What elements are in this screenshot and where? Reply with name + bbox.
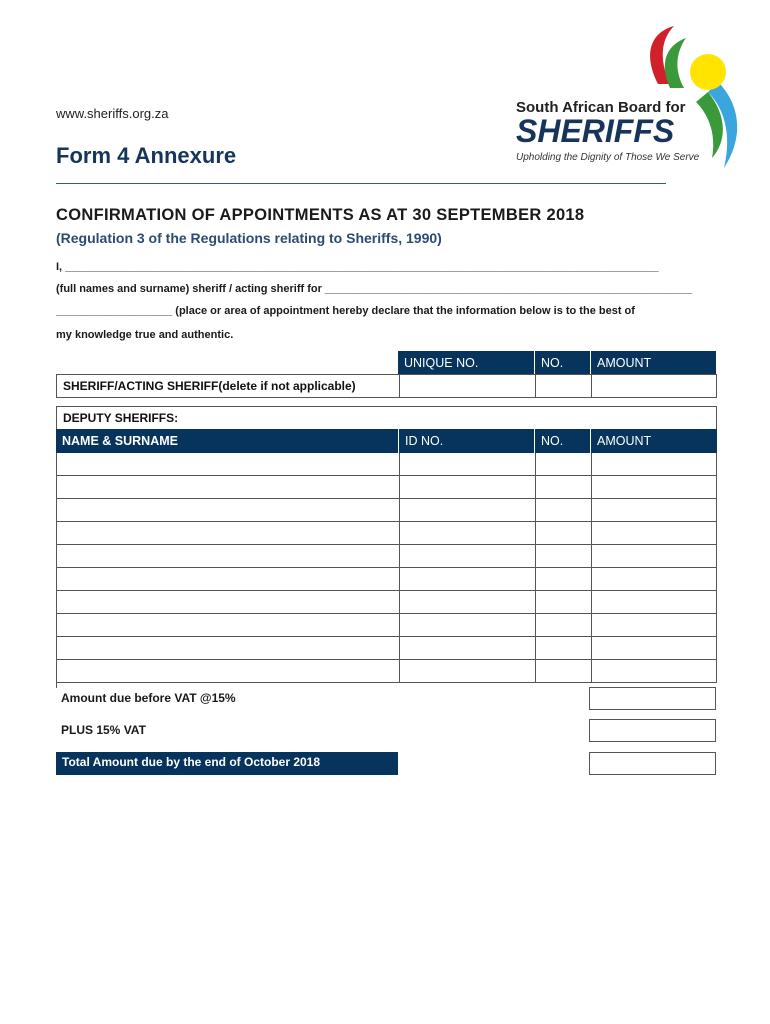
- amount-cell[interactable]: [591, 522, 718, 544]
- name-cell[interactable]: [57, 522, 399, 544]
- no-cell[interactable]: [535, 545, 591, 567]
- deputy-title-row: [56, 406, 717, 430]
- amount-cell[interactable]: [591, 637, 718, 659]
- vat-field[interactable]: [589, 719, 716, 742]
- logo-green-arc: [665, 38, 686, 88]
- table-row: [56, 591, 717, 614]
- declaration-line-1[interactable]: I, _________________________________________________________________________________________________: [56, 261, 659, 273]
- amount-cell[interactable]: [591, 545, 718, 567]
- sheriff-row: [56, 374, 717, 398]
- deputy-title: DEPUTY SHERIFFS:: [63, 411, 179, 425]
- page-subheading: (Regulation 3 of the Regulations relating to Sheriffs, 1990): [56, 230, 442, 246]
- amount-cell[interactable]: [591, 591, 718, 613]
- amount-before-vat-field[interactable]: [589, 687, 716, 710]
- table-row: [56, 637, 717, 660]
- id-no-cell[interactable]: [399, 522, 535, 544]
- name-cell[interactable]: [57, 591, 399, 613]
- amount-cell[interactable]: [591, 660, 718, 682]
- no-cell[interactable]: [535, 499, 591, 521]
- vat-label: PLUS 15% VAT: [61, 723, 146, 737]
- name-cell[interactable]: [57, 545, 399, 567]
- name-cell[interactable]: [57, 614, 399, 636]
- declaration-line-4: my knowledge true and authentic.: [56, 329, 234, 341]
- website-url: www.sheriffs.org.za: [56, 106, 169, 121]
- amount-cell[interactable]: [591, 614, 718, 636]
- amount-cell[interactable]: [591, 568, 718, 590]
- total-amount-field[interactable]: [589, 752, 716, 775]
- table-row: [56, 545, 717, 568]
- declaration-line-3[interactable]: ___________________ (place or area of appointment hereby declare that the information below is to the best of: [56, 305, 635, 317]
- id-no-cell[interactable]: [399, 568, 535, 590]
- name-cell[interactable]: [57, 660, 399, 682]
- id-no-cell[interactable]: [399, 545, 535, 567]
- header-no: NO.: [534, 351, 590, 375]
- header-id-no: ID NO.: [398, 429, 534, 453]
- name-cell[interactable]: [57, 499, 399, 521]
- table-row: [56, 476, 717, 499]
- id-no-cell[interactable]: [399, 637, 535, 659]
- amount-before-vat-label: Amount due before VAT @15%: [61, 691, 236, 705]
- no-cell[interactable]: [535, 568, 591, 590]
- sheriff-amount-cell[interactable]: [592, 375, 716, 397]
- amount-cell[interactable]: [591, 499, 718, 521]
- header-amount: AMOUNT: [590, 351, 716, 375]
- table-row: [56, 568, 717, 591]
- logo-tagline: Upholding the Dignity of Those We Serve: [516, 152, 700, 163]
- id-no-cell[interactable]: [399, 614, 535, 636]
- no-cell[interactable]: [535, 660, 591, 682]
- table-row: [56, 499, 717, 522]
- amount-cell[interactable]: [591, 453, 718, 475]
- logo-sun: [690, 54, 726, 90]
- id-no-cell[interactable]: [399, 499, 535, 521]
- name-cell[interactable]: [57, 637, 399, 659]
- table-row: [56, 522, 717, 545]
- sheriff-row-label: SHERIFF/ACTING SHERIFF(delete if not applicable): [63, 379, 356, 393]
- no-cell[interactable]: [535, 453, 591, 475]
- deputy-table-header: [56, 429, 717, 453]
- name-cell[interactable]: [57, 453, 399, 475]
- header-name-surname: NAME & SURNAME: [62, 434, 178, 448]
- form-title: Form 4 Annexure: [56, 143, 237, 168]
- header-deputy-amount: AMOUNT: [590, 429, 717, 453]
- logo-line1: South African Board for: [516, 99, 686, 116]
- name-cell[interactable]: [57, 476, 399, 498]
- name-cell[interactable]: [57, 568, 399, 590]
- no-cell[interactable]: [535, 476, 591, 498]
- header-deputy-no: NO.: [534, 429, 590, 453]
- id-no-cell[interactable]: [399, 453, 535, 475]
- sheriff-no-cell[interactable]: [536, 375, 591, 397]
- header-unique-no: UNIQUE NO.: [404, 356, 479, 370]
- table-row: [56, 453, 717, 476]
- table-row: [56, 660, 717, 683]
- no-cell[interactable]: [535, 637, 591, 659]
- total-amount-label: Total Amount due by the end of October 2018: [56, 752, 398, 775]
- title-divider: [56, 183, 666, 184]
- table-row: [56, 614, 717, 637]
- sheriff-unique-no-cell[interactable]: [400, 375, 535, 397]
- id-no-cell[interactable]: [399, 476, 535, 498]
- sheriffs-logo: [512, 22, 752, 172]
- no-cell[interactable]: [535, 591, 591, 613]
- declaration-line-2[interactable]: (full names and surname) sheriff / acting sheriff for ____________________________________________________________: [56, 283, 692, 295]
- amount-cell[interactable]: [591, 476, 718, 498]
- no-cell[interactable]: [535, 522, 591, 544]
- page-heading: CONFIRMATION OF APPOINTMENTS AS AT 30 SEPTEMBER 2018: [56, 206, 585, 224]
- sheriff-table-header: [398, 351, 716, 375]
- id-no-cell[interactable]: [399, 660, 535, 682]
- logo-line2: SHERIFFS: [516, 113, 675, 149]
- deputy-table-body: [56, 453, 717, 683]
- no-cell[interactable]: [535, 614, 591, 636]
- id-no-cell[interactable]: [399, 591, 535, 613]
